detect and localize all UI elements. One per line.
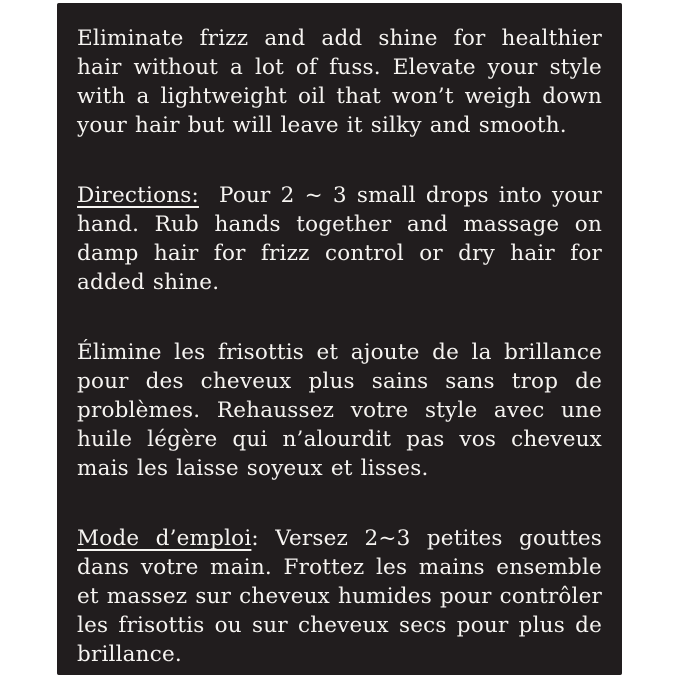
directions-text-en: Pour 2 ~ 3 small drops into your hand. Rub hands together and massage on damp hair for frizz control or dry hair for added shine.	[77, 183, 602, 295]
intro-text-fr: Élimine les frisottis et ajoute de la brillance pour des cheveux plus sains sans trop de problèmes. Rehaussez votre style avec une huile légère qui n’alourdit pas vos cheveux mais les laisse soyeux et lisses.	[77, 340, 602, 481]
intro-paragraph-en	[77, 24, 602, 140]
directions-heading-fr: Mode d’emploi	[77, 526, 252, 551]
directions-heading-en: Directions:	[77, 183, 199, 208]
directions-text-fr: Versez 2~3 petites gouttes dans votre main. Frottez les mains ensemble et massez sur cheveux humides pour contrôler les frisottis ou sur cheveux secs pour plus de brillance.	[77, 526, 602, 667]
directions-paragraph-en	[77, 181, 602, 297]
directions-heading-suffix-fr: :	[251, 526, 259, 551]
product-label-panel	[57, 3, 622, 675]
intro-paragraph-fr	[77, 338, 602, 483]
directions-paragraph-fr	[77, 524, 602, 669]
intro-text-en: Eliminate frizz and add shine for healthier hair without a lot of fuss. Elevate your style with a lightweight oil that won’t weigh down your hair but will leave it silky and smooth.	[77, 26, 602, 138]
